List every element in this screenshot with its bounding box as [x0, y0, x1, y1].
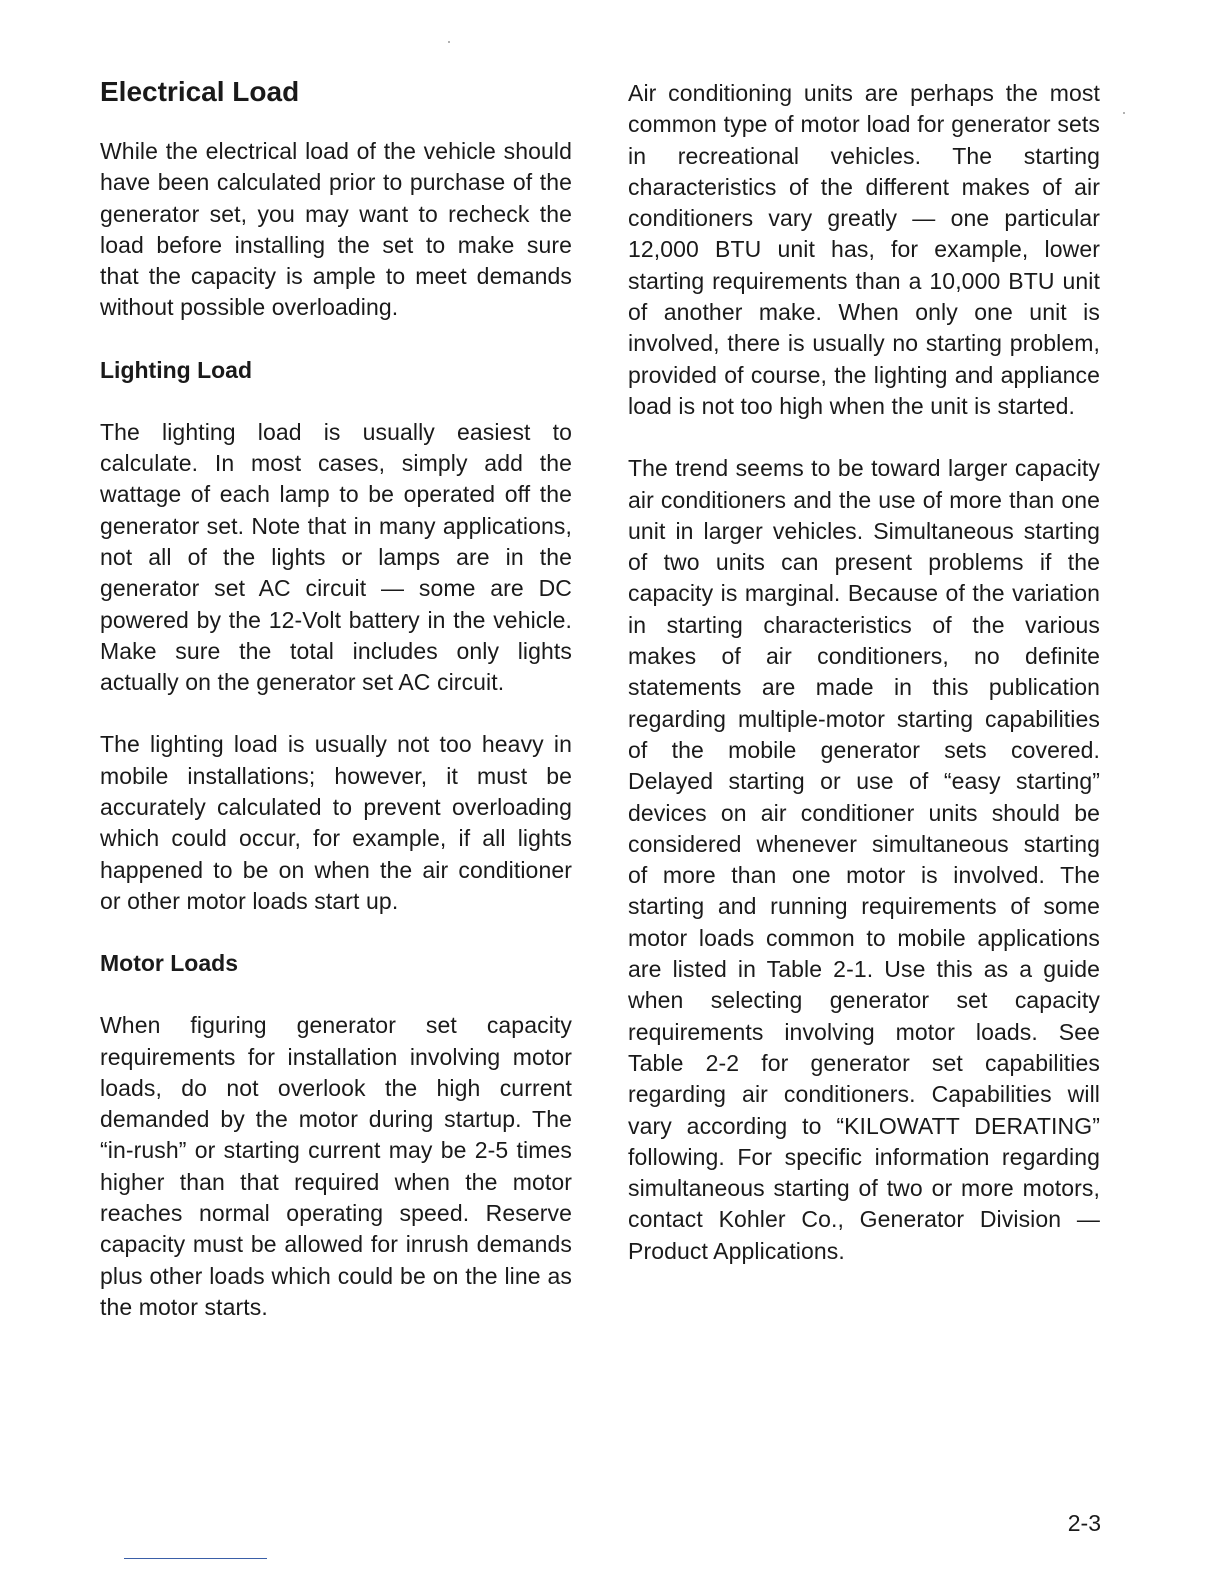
- lighting-load-paragraph-1: The lighting load is usually easiest to calculate. In most cases, simply add the wattage of each lamp to be operated off the generator set. Note that in many applications, not all of the lights or lamps are in the generator set AC circuit — some are DC powered by the 12-Volt battery in the vehicle. Make sure the total includes only lights actually on the generator set AC circuit.: [100, 418, 572, 696]
- page-number: 2-3: [1067, 1510, 1101, 1536]
- motor-loads-paragraph: When figuring generator set capacity requirements for installation involving motor loads, do not overlook the high current demanded by the motor during startup. The “in-rush” or starting current may be 2-5 times higher than that required when the motor reaches normal operating speed. Reserve capacity must be allowed for inrush demands plus other loads which could be on the line as the motor starts.: [100, 1012, 572, 1320]
- left-column: [100, 74, 572, 1354]
- subsection-title-motor-loads: Motor Loads: [100, 950, 238, 977]
- right-column: [628, 74, 1100, 1298]
- lighting-load-paragraph-2: The lighting load is usually not too heavy in mobile installations; however, it must be accurately calculated to prevent overloading which could occur, for example, if all lights happened to be on when the air conditioner or other motor loads start up.: [100, 731, 572, 914]
- subsection-title-lighting-load: Lighting Load: [100, 356, 253, 383]
- air-conditioning-paragraph: Air conditioning units are perhaps the most common type of motor load for generator sets in recreational vehicles. The starting characteristics of the different makes of air conditioners vary greatly — one particular 12,000 BTU unit has, for example, lower starting requirements than a 10,000 BTU unit of another make. When only one unit is involved, there is usually no starting problem, provided of course, the lighting and appliance load is not too high when the unit is started.: [628, 80, 1100, 419]
- electrical-load-intro: While the electrical load of the vehicle should have been calculated prior to purchase of the generator set, you may want to recheck the load before installing the set to make sure that the capacity is ample to meet demands without possible overloading.: [100, 138, 572, 321]
- footer-rule: [124, 1558, 267, 1559]
- scan-speck: [448, 41, 450, 43]
- trend-paragraph: The trend seems to be toward larger capacity air conditioners and the use of more than one unit in larger vehicles. Simultaneous starting of two units can present problems if the capacity is marginal. Because of the variation in starting characteristics of the various makes of air conditioners, no definite statements are made in this publication regarding multiple-motor starting capabilities of the mobile generator sets covered. Delayed starting or use of “easy starting” devices on air conditioner units should be considered whenever simultaneous starting of more than one motor is involved. The starting and running requirements of some motor loads common to mobile applications are listed in Table 2-1. Use this as a guide when selecting generator set capacity requirements involving motor loads. See Table 2-2 for generator set capabilities regarding air conditioners. Capabilities will vary according to “KILOWATT DERATING” following. For specific information regarding simultaneous starting of two or more motors, contact Kohler Co., Generator Division — Product Applications.: [628, 455, 1100, 1264]
- section-title-electrical-load: Electrical Load: [100, 76, 300, 107]
- scan-speck: [1123, 112, 1125, 114]
